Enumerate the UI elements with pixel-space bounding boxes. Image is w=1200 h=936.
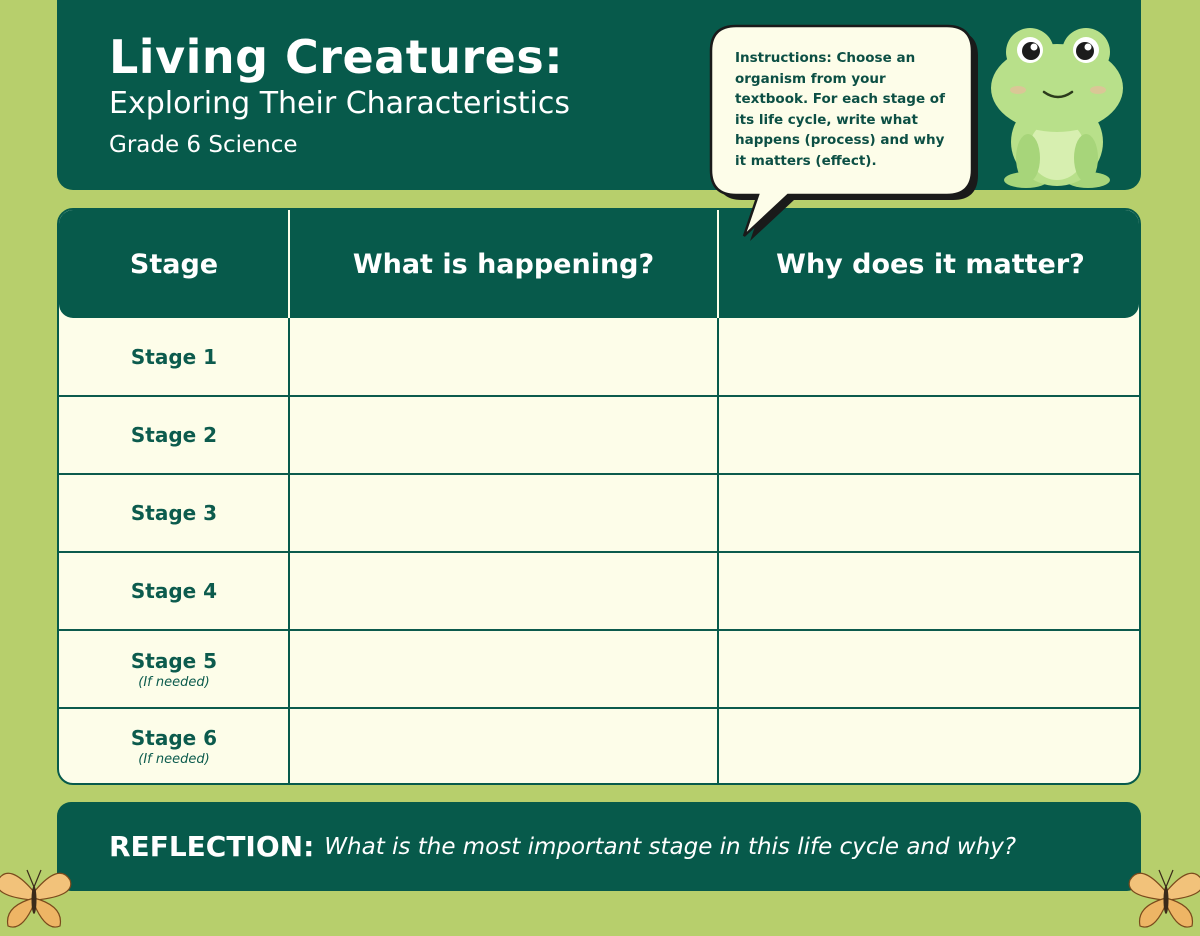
life-cycle-table <box>57 208 1141 785</box>
reflection-label: REFLECTION: <box>109 830 315 863</box>
header-why-matters: Why does it matter? <box>776 248 1085 280</box>
stage-label: Stage 1 <box>130 344 218 369</box>
what-happening-cell[interactable] <box>289 475 718 551</box>
table-row <box>59 317 1139 396</box>
stage-note: (If needed) <box>138 751 210 767</box>
what-happening-cell[interactable] <box>289 553 718 629</box>
instructions-text: Instructions: Choose an organism from your textbook. For each stage of its life cycle, write what happens (process) and why it matters (effect). <box>735 50 945 169</box>
what-happening-cell[interactable] <box>289 709 718 783</box>
why-matters-cell[interactable] <box>718 553 1141 629</box>
header-stage: Stage <box>129 248 219 280</box>
table-row <box>59 551 1139 629</box>
stage-cell <box>59 397 289 473</box>
butterfly-icon <box>1126 862 1200 932</box>
stage-label: Stage 3 <box>130 501 218 525</box>
what-happening-cell[interactable] <box>289 631 718 707</box>
frog-icon <box>988 20 1133 192</box>
stage-label: Stage 4 <box>130 579 218 603</box>
header-divider <box>288 210 290 318</box>
page-subtitle: Exploring Their Characteristics <box>109 86 571 121</box>
stage-note: (If needed) <box>138 674 210 690</box>
what-happening-cell[interactable] <box>289 397 718 473</box>
stage-cell <box>59 709 289 783</box>
stage-label: Stage 6 <box>130 725 218 750</box>
why-matters-cell[interactable] <box>718 317 1141 396</box>
stage-cell <box>59 553 289 629</box>
stage-cell <box>59 631 289 707</box>
table-row <box>59 629 1139 707</box>
header-what-happening: What is happening? <box>352 248 655 280</box>
butterfly-icon <box>0 862 74 932</box>
stage-label: Stage 2 <box>130 423 218 447</box>
why-matters-cell[interactable] <box>718 631 1141 707</box>
why-matters-cell[interactable] <box>718 709 1141 783</box>
grade-label: Grade 6 Science <box>109 132 298 158</box>
reflection-question: What is the most important stage in this life cycle and why? <box>324 833 1017 860</box>
what-happening-cell[interactable] <box>289 317 718 396</box>
stage-cell <box>59 475 289 551</box>
table-row <box>59 395 1139 473</box>
page-title: Living Creatures: <box>109 30 564 84</box>
table-row <box>59 707 1139 783</box>
stage-cell <box>59 317 289 396</box>
instructions-bubble <box>710 22 973 198</box>
reflection-banner <box>57 802 1141 891</box>
why-matters-cell[interactable] <box>718 397 1141 473</box>
why-matters-cell[interactable] <box>718 475 1141 551</box>
table-row <box>59 473 1139 551</box>
stage-label: Stage 5 <box>130 648 218 673</box>
